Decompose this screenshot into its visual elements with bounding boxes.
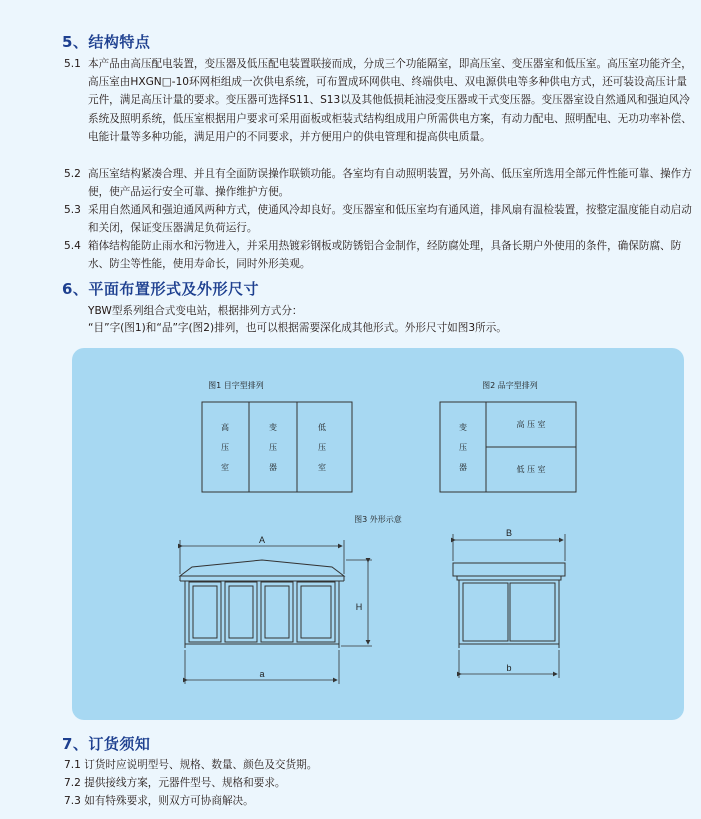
svg-text:A: A — [258, 535, 266, 545]
svg-text:器: 器 — [459, 463, 467, 472]
fig3-dim-A — [180, 535, 344, 574]
svg-text:室: 室 — [221, 463, 229, 472]
svg-text:a: a — [259, 669, 265, 679]
section7-title: 7、订货须知 — [62, 735, 151, 753]
order-note-7-3 — [64, 792, 254, 810]
svg-text:高: 高 — [221, 423, 229, 432]
section6-intro-1: YBW型系列组合式变电站，根据排列方式分： — [88, 305, 303, 317]
paragraph-number: 5.3 — [64, 204, 81, 216]
svg-text:压: 压 — [221, 443, 229, 452]
svg-text:b: b — [506, 663, 512, 673]
fig3-dim-b — [459, 650, 559, 678]
fig3-caption: 图3 外形示意 — [354, 515, 402, 524]
fig3-dim-a — [185, 650, 339, 684]
section6-title: 6、平面布置形式及外形尺寸 — [62, 280, 259, 298]
fig1-caption: 图1 目字型排列 — [208, 381, 264, 390]
fig1-room-transformer — [269, 422, 277, 472]
note-text: 提供接线方案，元器件型号、规格和要求。 — [84, 777, 286, 789]
svg-text:变: 变 — [269, 423, 277, 432]
svg-text:压: 压 — [318, 443, 326, 452]
note-number: 7.3 — [64, 795, 81, 807]
fig3-front-view — [180, 560, 344, 648]
paragraph-5-4 — [64, 237, 694, 273]
figure-panel — [72, 348, 684, 720]
fig1-room-high-voltage — [221, 422, 229, 472]
svg-text:低: 低 — [318, 423, 326, 432]
section6-intro-2: “目”字(图1)和“品”字(图2)排列，也可以根据需要深化成其他形式。外形尺寸如图3所示。 — [88, 322, 507, 334]
order-note-7-1 — [64, 756, 317, 774]
paragraph-5-1 — [64, 55, 694, 146]
paragraph-text: 采用自然通风和强迫通风两种方式，使通风冷却良好。变压器室和低压室均有通风道，排风扇有温检装置，按整定温度能自动启动和关闭，保证变压器满足负荷运行。 — [88, 204, 692, 235]
paragraph-number: 5.2 — [64, 168, 81, 180]
fig3-dim-H — [341, 560, 372, 646]
order-note-7-2 — [64, 774, 286, 792]
note-text: 如有特殊要求，则双方可协商解决。 — [84, 795, 254, 807]
paragraph-number: 5.4 — [64, 240, 81, 252]
paragraph-5-2 — [64, 165, 694, 201]
svg-text:压: 压 — [459, 443, 467, 452]
note-text: 订货时应说明型号、规格、数量、颜色及交货期。 — [84, 759, 318, 771]
fig2-room-transformer — [459, 422, 467, 472]
paragraph-5-3 — [64, 201, 694, 237]
paragraph-text: 本产品由高压配电装置，变压器及低压配电装置联接而成，分成三个功能隔室，即高压室、变压器室和低压室。高压室功能齐全，高压室由HXGN□-10环网柜组成一次供电系统，可布置成环网供电、终端供电、双电源供电等多种供电方式，还可装设高压计量元件，满足高压计量的要求。变压器可选择S11、S13以及其他低损耗油浸变压器或干式变压器。变压器室设自然通风和强迫风冷系统及照明系统，低压室根据用户要求可采用面板或柜装式结构组成用户所需供电方案，有动力配电、照明配电、无功功率补偿、电能计量等多种功能，满足用户的不同要求，并方便用户的供电管理和提高供电质量。 — [88, 58, 692, 143]
fig3-dim-B — [453, 528, 565, 561]
svg-text:H: H — [355, 602, 363, 612]
figures-drawing — [72, 348, 684, 720]
note-number: 7.2 — [64, 777, 81, 789]
section5-title: 5、结构特点 — [62, 33, 151, 51]
fig3-side-view — [453, 563, 565, 648]
fig1-room-low-voltage — [318, 423, 326, 472]
paragraph-number: 5.1 — [64, 58, 81, 70]
svg-text:器: 器 — [269, 463, 277, 472]
fig2-room-low-voltage: 低 压 室 — [516, 465, 546, 474]
paragraph-text: 高压室结构紧凑合理、并且有全面防误操作联锁功能。各室均有自动照明装置，另外高、低压室所选用全部元件性能可靠、操作方便，使产品运行安全可靠、操作维护方便。 — [88, 168, 692, 199]
paragraph-text: 箱体结构能防止雨水和污物进入，并采用热镀彩钢板或防锈铝合金制作，经防腐处理，具备长期户外使用的条件，确保防腐、防水、防尘等性能，使用寿命长，同时外形美观。 — [88, 240, 682, 271]
fig2-room-high-voltage: 高 压 室 — [516, 420, 546, 429]
svg-text:B: B — [505, 528, 513, 538]
fig2-caption: 图2 品字型排列 — [482, 381, 538, 390]
svg-text:压: 压 — [269, 443, 277, 452]
svg-text:变: 变 — [459, 423, 467, 432]
note-number: 7.1 — [64, 759, 81, 771]
svg-text:室: 室 — [318, 463, 326, 472]
